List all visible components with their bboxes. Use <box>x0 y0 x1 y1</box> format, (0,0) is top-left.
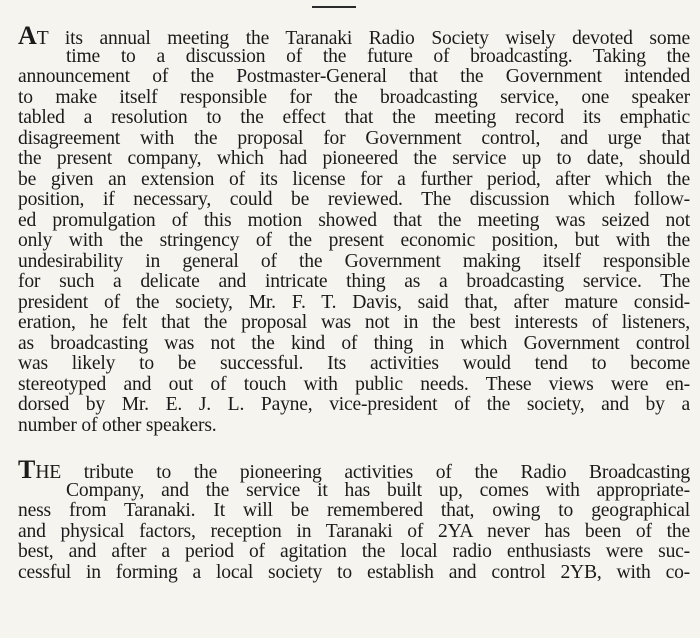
paragraph-line: and physical factors, reception in Taranaki of 2YA never has been of the <box>18 520 690 542</box>
paragraph-2 <box>18 455 690 583</box>
paragraph-line: best, and after a period of agitation the local radio enthusiasts were suc- <box>18 541 690 562</box>
paragraph-line: announcement of the Postmaster-General that the Government intended <box>18 66 690 87</box>
paragraph-line: AT its annual meeting the Taranaki Radio Society wisely devoted some <box>18 21 690 50</box>
paragraph-line: ness from Taranaki. It will be remembered that, owing to geographical <box>18 500 690 521</box>
paragraph-line: Company, and the service it has built up, comes with appropriate- <box>66 479 690 501</box>
paragraph-line: only with the stringency of the present economic position, but with the <box>18 230 690 251</box>
header-rule <box>312 6 356 8</box>
paragraph-line: number of other speakers. <box>18 414 217 436</box>
article-column <box>18 21 690 583</box>
paragraph-line: as broadcasting was not the kind of thing in which Government control <box>18 332 690 354</box>
paragraph-line: THE tribute to the pioneering activities of the Radio Broadcasting <box>18 455 690 484</box>
paragraph-line: tabled a resolution to the effect that the meeting record its emphatic <box>18 107 690 128</box>
paragraph-line: for such a delicate and intricate thing as a broadcasting service. The <box>18 271 690 292</box>
paragraph-line: be given an extension of its license for a further period, after which the <box>18 168 690 190</box>
paragraph-line: time to a discussion of the future of broadcasting. Taking the <box>66 45 690 67</box>
paragraph-line: dorsed by Mr. E. J. L. Payne, vice-president of the society, and by a <box>18 394 690 415</box>
paragraph-line: stereotyped and out of touch with public needs. These views were en- <box>18 373 690 395</box>
paragraph-line: to make itself responsible for the broadcasting service, one speaker <box>18 86 690 108</box>
paragraph-line: ed promulgation of this motion showed that the meeting was seized not <box>18 209 690 231</box>
paragraph-line: cessful in forming a local society to establish and control 2YB, with co- <box>18 561 690 583</box>
paragraph-1 <box>18 21 690 436</box>
paragraph-line: president of the society, Mr. F. T. Davis, said that, after mature consid- <box>18 291 690 313</box>
drop-cap: T <box>18 455 36 484</box>
paragraph-line: the present company, which had pioneered the service up to date, should <box>18 148 690 169</box>
paragraph-line: disagreement with the proposal for Government control, and urge that <box>18 127 690 149</box>
drop-cap: A <box>18 21 37 50</box>
paragraph-line: eration, he felt that the proposal was not in the best interests of listeners, <box>18 312 690 333</box>
paragraph-line: was likely to be successful. Its activities would tend to become <box>18 353 690 374</box>
paragraph-line: position, if necessary, could be reviewed. The discussion which follow- <box>18 189 690 210</box>
paragraph-line: undesirability in general of the Government making itself responsible <box>18 250 690 272</box>
